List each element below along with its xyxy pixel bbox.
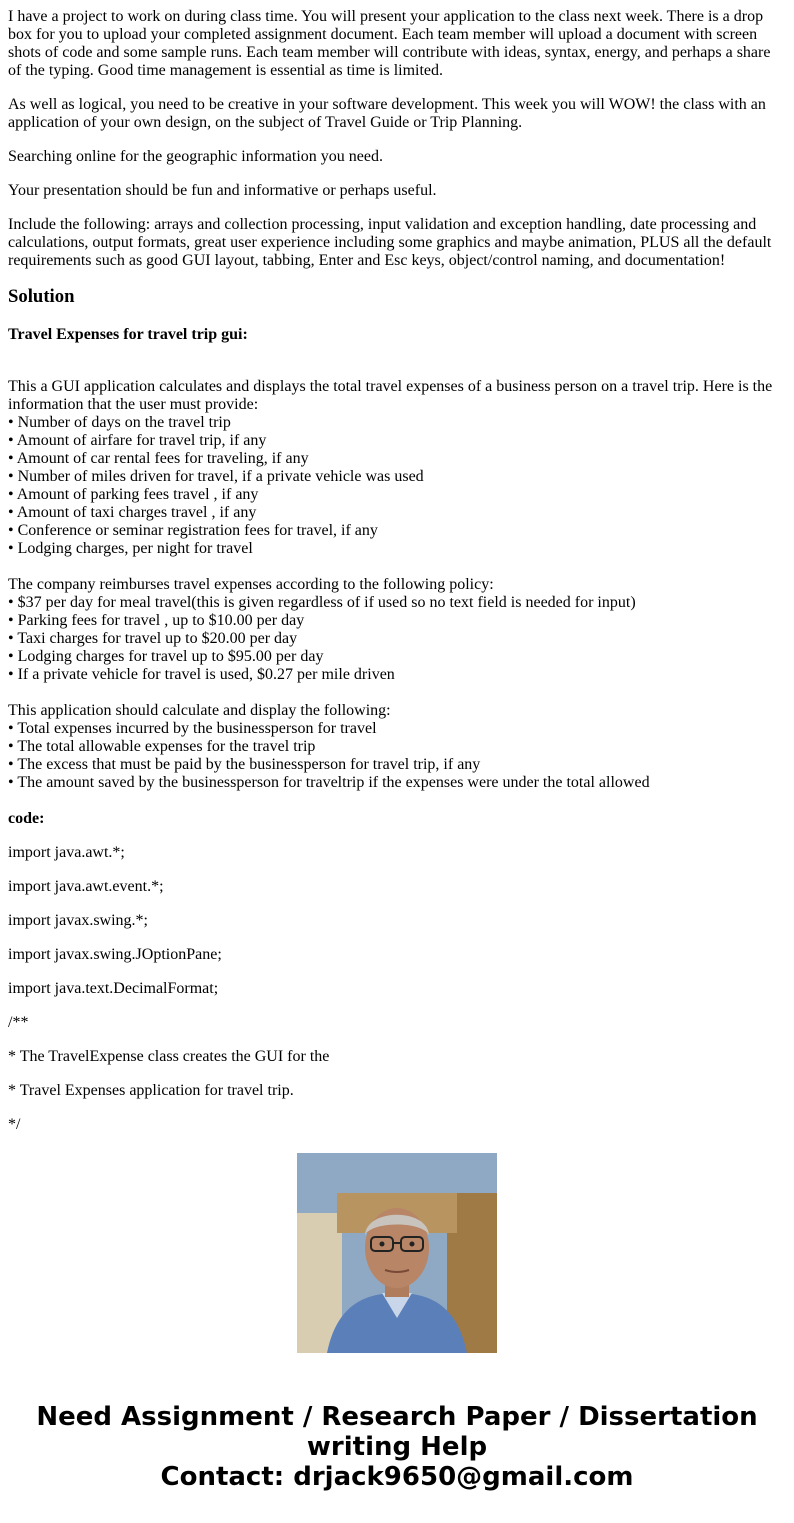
code-line: /** xyxy=(8,1014,29,1031)
list-item: • $37 per day for meal travel(this is given regardless of if used so no text field is needed for input) xyxy=(8,594,636,611)
code-line: import javax.swing.JOptionPane; xyxy=(8,946,222,963)
list-item: • The amount saved by the businessperson for traveltrip if the expenses were under the total allowed xyxy=(8,774,650,791)
list-item: • Amount of car rental fees for traveling, if any xyxy=(8,450,309,467)
intro-paragraph-3: Searching online for the geographic information you need. xyxy=(8,148,383,165)
spacer xyxy=(8,558,786,576)
banner-contact: Contact: drjack9650@gmail.com xyxy=(160,1462,634,1492)
list-item: • Number of days on the travel trip xyxy=(8,414,231,431)
code-label: code: xyxy=(8,810,45,827)
list-item: • Lodging charges, per night for travel xyxy=(8,540,253,557)
spacer xyxy=(8,792,786,810)
list-item: • Lodging charges for travel up to $95.00 per day xyxy=(8,648,324,665)
list-item: • Conference or seminar registration fees for travel, if any xyxy=(8,522,378,539)
list-item: • Amount of airfare for travel trip, if any xyxy=(8,432,267,449)
code-line: import java.text.DecimalFormat; xyxy=(8,980,219,997)
list-item: • Amount of taxi charges travel , if any xyxy=(8,504,257,521)
code-line: */ xyxy=(8,1116,21,1133)
inputs-section xyxy=(8,378,786,558)
contact-banner xyxy=(0,1402,794,1492)
list-item: • The excess that must be paid by the businessperson for travel trip, if any xyxy=(8,756,481,773)
intro-paragraph-2: As well as logical, you need to be creative in your software development. This week you will WOW! the class with an application of your own design, on the subject of Travel Guide or Trip Planning. xyxy=(8,96,766,131)
policy-intro: The company reimburses travel expenses according to the following policy: xyxy=(8,576,494,593)
banner-line-1: Need Assignment / Research Paper / Dissertation xyxy=(36,1402,758,1432)
list-item: • The total allowable expenses for the travel trip xyxy=(8,738,316,755)
portrait-image xyxy=(297,1153,497,1353)
outputs-section xyxy=(8,702,786,792)
solution-heading: Solution xyxy=(8,286,75,307)
intro-paragraph-5: Include the following: arrays and collection processing, input validation and exception handling, date processing and calculations, output formats, great user experience including some graphics and maybe animation, PLUS all the default requirements such as good GUI layout, tabbing, Enter and Esc keys, object/control naming, and documentation! xyxy=(8,216,772,269)
code-line: * The TravelExpense class creates the GUI for the xyxy=(8,1048,330,1065)
list-item: • Number of miles driven for travel, if a private vehicle was used xyxy=(8,468,424,485)
list-item: • Total expenses incurred by the businessperson for travel xyxy=(8,720,377,737)
spacer xyxy=(8,684,786,702)
intro-paragraph-1: I have a project to work on during class time. You will present your application to the class next week. There is a drop box for you to upload your completed assignment document. Each team member will upload a document with screen shots of code and some sample runs. Each team member will contribute with ideas, syntax, energy, and perhaps a share of the typing. Good time management is essential as time is limited. xyxy=(8,8,771,79)
code-line: import java.awt.*; xyxy=(8,844,125,861)
list-item: • Amount of parking fees travel , if any xyxy=(8,486,259,503)
outputs-intro: This application should calculate and display the following: xyxy=(8,702,391,719)
banner-line-2: writing Help xyxy=(306,1432,488,1462)
list-item: • If a private vehicle for travel is used, $0.27 per mile driven xyxy=(8,666,395,683)
solution-subheading: Travel Expenses for travel trip gui: xyxy=(8,326,248,343)
code-line: import javax.swing.*; xyxy=(8,912,148,929)
spacer xyxy=(8,360,786,378)
code-line: * Travel Expenses application for travel trip. xyxy=(8,1082,294,1099)
description-text: This a GUI application calculates and displays the total travel expenses of a business person on a travel trip. Here is the information that the user must provide: xyxy=(8,378,773,413)
policy-section xyxy=(8,576,786,684)
avatar xyxy=(297,1153,497,1353)
list-item: • Taxi charges for travel up to $20.00 per day xyxy=(8,630,298,647)
list-item: • Parking fees for travel , up to $10.00 per day xyxy=(8,612,305,629)
intro-paragraph-4: Your presentation should be fun and informative or perhaps useful. xyxy=(8,182,437,199)
document-body xyxy=(8,8,786,1133)
code-line: import java.awt.event.*; xyxy=(8,878,164,895)
